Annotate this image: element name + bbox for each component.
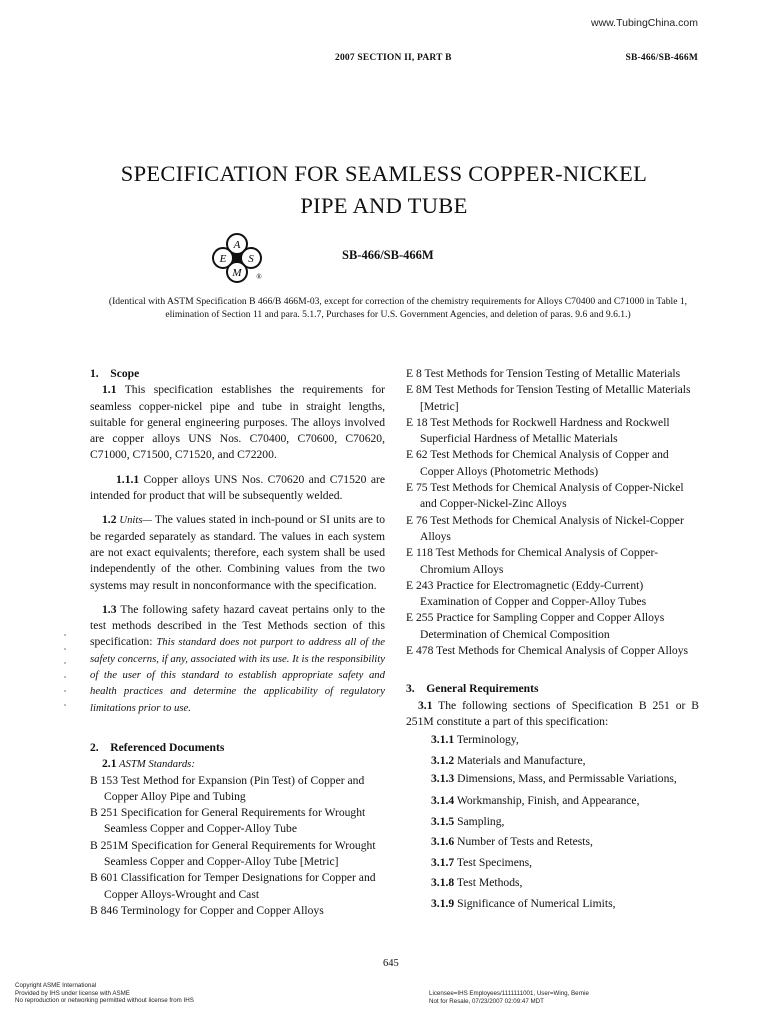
requirement-item <box>406 853 699 874</box>
reference-item: E 62 Test Methods for Chemical Analysis of Copper and Copper Alloys (Photometric Methods) <box>406 448 669 478</box>
item-number: 3.1.5 <box>431 814 455 828</box>
section-heading-referenced-documents: 2. Referenced Documents <box>90 740 225 754</box>
para-number: 2.1 <box>102 757 117 771</box>
item-number: 3.1.7 <box>431 855 455 869</box>
para-lead: Units— <box>116 514 153 527</box>
spec-number: SB-466/SB-466M <box>342 248 434 262</box>
footer-license <box>429 990 589 1005</box>
safety-caveat: This standard does not purport to address all of the safety concerns, if any, associated with its use. It is the responsibility of the user of this standard to establish appropriate safety and health practices and determine the applicability of regulatory limitations prior to use. <box>90 636 385 714</box>
item-text: Terminology, <box>454 733 519 747</box>
reference-item: E 75 Test Methods for Chemical Analysis of Copper-Nickel and Copper-Nickel-Zinc Alloys <box>406 481 684 511</box>
identity-note: (Identical with ASTM Specification B 466/B 466M-03, except for correction of the chemistry requirements for Alloys C70400 and C71000 in Table 1, elimination of Section 11 and para. 5.1.7, Purchases for U.S. Government Agencies, and deletion of paras. 9.6 and 9.6.1.) <box>108 296 688 320</box>
running-head-section: 2007 SECTION II, PART B <box>335 53 452 63</box>
right-column <box>406 366 699 914</box>
footer-line: Not for Resale, 07/23/2007 02:09:47 MDT <box>429 997 544 1005</box>
reference-item: E 255 Practice for Sampling Copper and Copper Alloys Determination of Chemical Composition <box>406 611 665 641</box>
item-number: 3.1.4 <box>431 794 455 808</box>
footer-line: No reproduction or networking permitted without license from IHS <box>15 997 194 1004</box>
reference-item: E 118 Test Methods for Chemical Analysis of Copper-Chromium Alloys <box>406 546 659 576</box>
reference-item: B 251 Specification for General Requirements for Wrought Seamless Copper and Copper-Alloy Tube <box>90 806 366 836</box>
para-number: 1.1 <box>102 383 117 397</box>
item-number: 3.1.3 <box>431 772 455 786</box>
title-line-1: SPECIFICATION FOR SEAMLESS COPPER-NICKEL <box>120 161 648 186</box>
requirement-item <box>406 751 699 772</box>
requirement-item <box>406 894 699 915</box>
reference-item: B 846 Terminology for Copper and Copper Alloys <box>90 903 324 917</box>
section-heading-scope: 1. Scope <box>90 367 140 380</box>
requirement-item <box>406 791 699 812</box>
requirement-item <box>406 771 699 787</box>
reference-list <box>90 773 385 920</box>
item-text: Test Methods, <box>454 876 523 890</box>
footer-line: Provided by IHS under license with ASME <box>15 989 130 997</box>
paragraph-1-2 <box>90 512 385 593</box>
asme-seal-logo <box>209 232 267 290</box>
footer-line: Licensee=IHS Employees/1111111001, User=Wing, Bernie <box>429 990 589 997</box>
para-text: This specification establishes the requirements for seamless copper-nickel pipe and tube in straight lengths, suitable for general engineering purposes. The alloys involved are copper alloys UNS Nos. C70400, C70600, C70620, C71000, C71500, C71520, and C72200. <box>90 383 385 462</box>
requirement-item <box>406 812 699 833</box>
svg-text:®: ® <box>256 273 262 281</box>
paragraph-2-1 <box>90 756 385 772</box>
item-text: Significance of Numerical Limits, <box>454 896 616 910</box>
reference-item: E 478 Test Methods for Chemical Analysis of Copper Alloys <box>406 644 689 658</box>
item-text: Dimensions, Mass, and Permissable Variations, <box>454 772 677 786</box>
item-number: 3.1.8 <box>431 876 455 890</box>
site-url: www.TubingChina.com <box>591 17 698 29</box>
svg-text:M: M <box>232 267 242 279</box>
requirement-item <box>406 730 699 751</box>
para-number: 3.1 <box>418 698 433 712</box>
paragraph-1-1-1 <box>90 472 385 505</box>
paragraph-1-3 <box>90 602 385 716</box>
item-number: 3.1.9 <box>431 896 455 910</box>
footer-line: Copyright ASME International <box>15 982 97 989</box>
para-text: Copper alloys UNS Nos. C70620 and C71520 are intended for product that will be subsequently welded. <box>90 472 385 503</box>
item-text: Sampling, <box>454 814 505 828</box>
reference-item: E 76 Test Methods for Chemical Analysis of Nickel-Copper Alloys <box>406 513 684 543</box>
asme-seal-icon <box>209 232 267 290</box>
para-text: The values stated in inch-pound or SI units are to be regarded separately as standard. The values in each system are not exact equivalents; therefore, each system shall be used independently of the other. Combining values from the two systems may result in nonconformance with the specification. <box>90 513 385 592</box>
section-heading-general-requirements: 3. General Requirements <box>406 682 539 696</box>
item-number: 3.1.2 <box>431 753 455 767</box>
reference-item: E 243 Practice for Electromagnetic (Eddy-Current) Examination of Copper and Copper-Alloy Tubes <box>406 578 647 609</box>
para-number: 1.3 <box>102 602 117 616</box>
item-text: Test Specimens, <box>454 855 533 869</box>
item-number: 3.1.6 <box>431 835 455 849</box>
svg-text:E: E <box>219 253 227 265</box>
page-title <box>60 158 708 222</box>
reference-item: E 8M Test Methods for Tension Testing of Metallic Materials [Metric] <box>406 383 691 413</box>
para-text: ASTM Standards: <box>116 758 195 771</box>
para-number: 1.1.1 <box>116 472 140 486</box>
requirement-item <box>406 832 699 853</box>
svg-text:A: A <box>233 239 241 251</box>
item-number: 3.1.1 <box>431 733 455 747</box>
title-line-2: PIPE AND TUBE <box>300 193 468 218</box>
requirement-item <box>406 873 699 894</box>
paragraph-3-1 <box>406 698 699 731</box>
reference-item: B 251M Specification for General Requirements for Wrought Seamless Copper and Copper-Alloy Tube [Metric] <box>90 838 376 869</box>
svg-text:S: S <box>248 253 254 265</box>
para-number: 1.2 <box>102 513 117 527</box>
reference-item: B 601 Classification for Temper Designations for Copper and Copper Alloys-Wrought and Cast <box>90 871 376 901</box>
running-head-code: SB-466/SB-466M <box>625 53 698 63</box>
reference-item: B 153 Test Method for Expansion (Pin Test) of Copper and Copper Alloy Pipe and Tubing <box>90 773 365 803</box>
item-text: Number of Tests and Retests, <box>454 835 593 849</box>
item-text: Workmanship, Finish, and Appearance, <box>454 794 640 808</box>
reference-list <box>406 366 699 659</box>
paragraph-1-1 <box>90 382 385 463</box>
para-text: The following sections of Specification B 251 or B 251M constitute a part of this specification: <box>406 698 699 728</box>
reference-item: E 8 Test Methods for Tension Testing of Metallic Materials <box>406 367 681 380</box>
para-text: The following safety hazard caveat pertains only to the test methods described in the Test Methods section of this specification: <box>90 602 385 649</box>
requirements-list <box>406 730 699 914</box>
item-text: Materials and Manufacture, <box>454 753 586 767</box>
page-number: 645 <box>383 958 399 969</box>
margin-change-marks <box>64 630 70 718</box>
reference-item: E 18 Test Methods for Rockwell Hardness and Rockwell Superficial Hardness of Metallic Materials <box>406 415 670 446</box>
left-column <box>90 366 385 919</box>
footer-copyright <box>15 982 194 1005</box>
